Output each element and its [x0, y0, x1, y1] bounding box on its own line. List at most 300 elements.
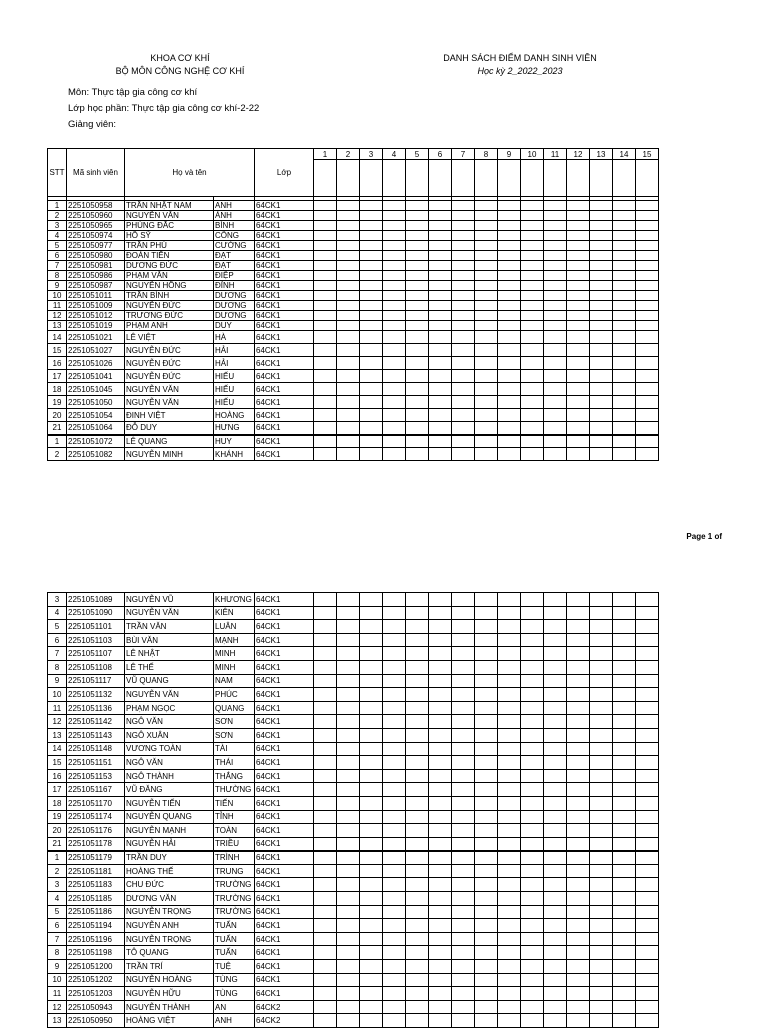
attendance-cell[interactable] — [475, 905, 498, 919]
attendance-cell[interactable] — [498, 221, 521, 231]
attendance-cell[interactable] — [590, 271, 613, 281]
attendance-cell[interactable] — [337, 973, 360, 987]
attendance-cell[interactable] — [429, 221, 452, 231]
attendance-cell[interactable] — [475, 973, 498, 987]
attendance-cell[interactable] — [613, 321, 636, 331]
attendance-cell[interactable] — [636, 281, 659, 291]
attendance-cell[interactable] — [475, 878, 498, 892]
attendance-cell[interactable] — [360, 301, 383, 311]
attendance-cell[interactable] — [498, 593, 521, 607]
attendance-cell[interactable] — [613, 331, 636, 344]
attendance-cell[interactable] — [498, 211, 521, 221]
attendance-cell[interactable] — [314, 905, 337, 919]
attendance-cell[interactable] — [383, 271, 406, 281]
attendance-cell[interactable] — [544, 701, 567, 715]
attendance-cell[interactable] — [590, 919, 613, 933]
attendance-cell[interactable] — [429, 701, 452, 715]
attendance-cell[interactable] — [567, 409, 590, 422]
attendance-cell[interactable] — [498, 344, 521, 357]
attendance-cell[interactable] — [544, 769, 567, 783]
attendance-cell[interactable] — [383, 221, 406, 231]
attendance-cell[interactable] — [360, 321, 383, 331]
attendance-cell[interactable] — [337, 409, 360, 422]
attendance-cell[interactable] — [475, 321, 498, 331]
attendance-cell[interactable] — [636, 674, 659, 688]
attendance-cell[interactable] — [314, 892, 337, 906]
attendance-cell[interactable] — [544, 409, 567, 422]
attendance-cell[interactable] — [498, 409, 521, 422]
attendance-cell[interactable] — [406, 211, 429, 221]
attendance-cell[interactable] — [429, 878, 452, 892]
attendance-cell[interactable] — [452, 756, 475, 770]
attendance-cell[interactable] — [636, 932, 659, 946]
attendance-cell[interactable] — [452, 593, 475, 607]
attendance-cell[interactable] — [429, 660, 452, 674]
attendance-cell[interactable] — [590, 321, 613, 331]
attendance-cell[interactable] — [544, 647, 567, 661]
attendance-cell[interactable] — [314, 221, 337, 231]
attendance-cell[interactable] — [406, 357, 429, 370]
attendance-cell[interactable] — [314, 241, 337, 251]
attendance-cell[interactable] — [544, 311, 567, 321]
attendance-cell[interactable] — [452, 1000, 475, 1014]
attendance-cell[interactable] — [475, 344, 498, 357]
attendance-cell[interactable] — [406, 231, 429, 241]
attendance-cell[interactable] — [406, 261, 429, 271]
attendance-cell[interactable] — [521, 756, 544, 770]
attendance-cell[interactable] — [429, 810, 452, 824]
attendance-cell[interactable] — [567, 946, 590, 960]
attendance-cell[interactable] — [452, 620, 475, 634]
attendance-cell[interactable] — [613, 919, 636, 933]
attendance-cell[interactable] — [360, 291, 383, 301]
attendance-cell[interactable] — [383, 370, 406, 383]
attendance-cell[interactable] — [429, 987, 452, 1001]
attendance-cell[interactable] — [406, 633, 429, 647]
attendance-cell[interactable] — [429, 291, 452, 301]
attendance-cell[interactable] — [383, 422, 406, 435]
attendance-cell[interactable] — [498, 396, 521, 409]
attendance-cell[interactable] — [613, 291, 636, 301]
attendance-cell[interactable] — [544, 357, 567, 370]
attendance-cell[interactable] — [521, 409, 544, 422]
attendance-cell[interactable] — [360, 311, 383, 321]
attendance-cell[interactable] — [314, 783, 337, 797]
attendance-cell[interactable] — [337, 932, 360, 946]
attendance-cell[interactable] — [360, 281, 383, 291]
attendance-cell[interactable] — [360, 674, 383, 688]
attendance-cell[interactable] — [590, 301, 613, 311]
attendance-cell[interactable] — [544, 946, 567, 960]
attendance-cell[interactable] — [567, 919, 590, 933]
attendance-cell[interactable] — [429, 435, 452, 448]
attendance-cell[interactable] — [337, 291, 360, 301]
attendance-cell[interactable] — [590, 211, 613, 221]
attendance-cell[interactable] — [406, 370, 429, 383]
attendance-cell[interactable] — [636, 633, 659, 647]
attendance-cell[interactable] — [613, 932, 636, 946]
attendance-cell[interactable] — [314, 211, 337, 221]
attendance-cell[interactable] — [544, 837, 567, 851]
attendance-cell[interactable] — [613, 864, 636, 878]
attendance-cell[interactable] — [452, 892, 475, 906]
attendance-cell[interactable] — [636, 783, 659, 797]
attendance-cell[interactable] — [613, 357, 636, 370]
attendance-cell[interactable] — [590, 851, 613, 865]
attendance-cell[interactable] — [544, 660, 567, 674]
attendance-cell[interactable] — [544, 824, 567, 838]
attendance-cell[interactable] — [567, 435, 590, 448]
attendance-cell[interactable] — [383, 647, 406, 661]
attendance-cell[interactable] — [544, 606, 567, 620]
attendance-cell[interactable] — [406, 688, 429, 702]
attendance-cell[interactable] — [521, 973, 544, 987]
attendance-cell[interactable] — [406, 905, 429, 919]
attendance-cell[interactable] — [498, 1014, 521, 1028]
attendance-cell[interactable] — [383, 593, 406, 607]
attendance-cell[interactable] — [429, 357, 452, 370]
attendance-cell[interactable] — [521, 864, 544, 878]
attendance-cell[interactable] — [360, 987, 383, 1001]
attendance-cell[interactable] — [337, 231, 360, 241]
attendance-cell[interactable] — [590, 201, 613, 211]
attendance-cell[interactable] — [475, 301, 498, 311]
attendance-cell[interactable] — [314, 987, 337, 1001]
attendance-cell[interactable] — [613, 396, 636, 409]
attendance-cell[interactable] — [406, 241, 429, 251]
attendance-cell[interactable] — [406, 620, 429, 634]
attendance-cell[interactable] — [360, 1014, 383, 1028]
attendance-cell[interactable] — [406, 796, 429, 810]
attendance-cell[interactable] — [498, 756, 521, 770]
attendance-cell[interactable] — [521, 796, 544, 810]
attendance-cell[interactable] — [544, 674, 567, 688]
attendance-cell[interactable] — [567, 281, 590, 291]
attendance-cell[interactable] — [613, 987, 636, 1001]
attendance-cell[interactable] — [636, 647, 659, 661]
attendance-cell[interactable] — [613, 660, 636, 674]
attendance-cell[interactable] — [521, 251, 544, 261]
attendance-cell[interactable] — [383, 932, 406, 946]
attendance-cell[interactable] — [636, 422, 659, 435]
attendance-cell[interactable] — [590, 251, 613, 261]
attendance-cell[interactable] — [360, 769, 383, 783]
attendance-cell[interactable] — [590, 435, 613, 448]
attendance-cell[interactable] — [406, 973, 429, 987]
attendance-cell[interactable] — [521, 1000, 544, 1014]
attendance-cell[interactable] — [567, 769, 590, 783]
attendance-cell[interactable] — [314, 231, 337, 241]
attendance-cell[interactable] — [544, 633, 567, 647]
attendance-cell[interactable] — [337, 674, 360, 688]
attendance-cell[interactable] — [406, 435, 429, 448]
attendance-cell[interactable] — [567, 221, 590, 231]
attendance-cell[interactable] — [452, 281, 475, 291]
attendance-cell[interactable] — [337, 892, 360, 906]
attendance-cell[interactable] — [590, 383, 613, 396]
attendance-cell[interactable] — [567, 905, 590, 919]
attendance-cell[interactable] — [429, 728, 452, 742]
attendance-cell[interactable] — [452, 383, 475, 396]
attendance-cell[interactable] — [544, 261, 567, 271]
attendance-cell[interactable] — [337, 370, 360, 383]
attendance-cell[interactable] — [613, 201, 636, 211]
attendance-cell[interactable] — [314, 383, 337, 396]
attendance-cell[interactable] — [337, 728, 360, 742]
attendance-cell[interactable] — [613, 422, 636, 435]
attendance-cell[interactable] — [498, 674, 521, 688]
attendance-cell[interactable] — [613, 824, 636, 838]
attendance-cell[interactable] — [429, 824, 452, 838]
attendance-cell[interactable] — [429, 742, 452, 756]
attendance-cell[interactable] — [590, 344, 613, 357]
attendance-cell[interactable] — [360, 688, 383, 702]
attendance-cell[interactable] — [521, 633, 544, 647]
attendance-cell[interactable] — [567, 783, 590, 797]
attendance-cell[interactable] — [521, 311, 544, 321]
attendance-cell[interactable] — [544, 851, 567, 865]
attendance-cell[interactable] — [383, 261, 406, 271]
attendance-cell[interactable] — [590, 688, 613, 702]
attendance-cell[interactable] — [521, 1014, 544, 1028]
attendance-cell[interactable] — [337, 383, 360, 396]
attendance-cell[interactable] — [590, 932, 613, 946]
attendance-cell[interactable] — [452, 783, 475, 797]
attendance-cell[interactable] — [406, 932, 429, 946]
attendance-cell[interactable] — [636, 396, 659, 409]
attendance-cell[interactable] — [452, 321, 475, 331]
attendance-cell[interactable] — [429, 783, 452, 797]
attendance-cell[interactable] — [406, 946, 429, 960]
attendance-cell[interactable] — [567, 674, 590, 688]
attendance-cell[interactable] — [567, 715, 590, 729]
attendance-cell[interactable] — [452, 357, 475, 370]
attendance-cell[interactable] — [636, 357, 659, 370]
attendance-cell[interactable] — [360, 231, 383, 241]
attendance-cell[interactable] — [590, 837, 613, 851]
attendance-cell[interactable] — [337, 810, 360, 824]
attendance-cell[interactable] — [406, 919, 429, 933]
attendance-cell[interactable] — [383, 674, 406, 688]
attendance-cell[interactable] — [590, 973, 613, 987]
attendance-cell[interactable] — [613, 728, 636, 742]
attendance-cell[interactable] — [314, 1014, 337, 1028]
attendance-cell[interactable] — [452, 221, 475, 231]
attendance-cell[interactable] — [452, 987, 475, 1001]
attendance-cell[interactable] — [406, 344, 429, 357]
attendance-cell[interactable] — [636, 701, 659, 715]
attendance-cell[interactable] — [498, 851, 521, 865]
attendance-cell[interactable] — [613, 435, 636, 448]
attendance-cell[interactable] — [613, 878, 636, 892]
attendance-cell[interactable] — [475, 824, 498, 838]
attendance-cell[interactable] — [567, 824, 590, 838]
attendance-cell[interactable] — [521, 221, 544, 231]
attendance-cell[interactable] — [360, 633, 383, 647]
attendance-cell[interactable] — [544, 960, 567, 974]
attendance-cell[interactable] — [544, 422, 567, 435]
attendance-cell[interactable] — [452, 919, 475, 933]
attendance-cell[interactable] — [314, 756, 337, 770]
attendance-cell[interactable] — [360, 261, 383, 271]
attendance-cell[interactable] — [383, 633, 406, 647]
attendance-cell[interactable] — [337, 281, 360, 291]
attendance-cell[interactable] — [360, 932, 383, 946]
attendance-cell[interactable] — [521, 987, 544, 1001]
attendance-cell[interactable] — [475, 231, 498, 241]
attendance-cell[interactable] — [544, 251, 567, 261]
attendance-cell[interactable] — [567, 688, 590, 702]
attendance-cell[interactable] — [475, 946, 498, 960]
attendance-cell[interactable] — [429, 973, 452, 987]
attendance-cell[interactable] — [475, 261, 498, 271]
attendance-cell[interactable] — [337, 701, 360, 715]
attendance-cell[interactable] — [475, 1014, 498, 1028]
attendance-cell[interactable] — [613, 241, 636, 251]
attendance-cell[interactable] — [314, 960, 337, 974]
attendance-cell[interactable] — [544, 715, 567, 729]
attendance-cell[interactable] — [314, 932, 337, 946]
attendance-cell[interactable] — [636, 370, 659, 383]
attendance-cell[interactable] — [521, 905, 544, 919]
attendance-cell[interactable] — [636, 261, 659, 271]
attendance-cell[interactable] — [360, 783, 383, 797]
attendance-cell[interactable] — [613, 756, 636, 770]
attendance-cell[interactable] — [475, 409, 498, 422]
attendance-cell[interactable] — [429, 892, 452, 906]
attendance-cell[interactable] — [337, 357, 360, 370]
attendance-cell[interactable] — [337, 864, 360, 878]
attendance-cell[interactable] — [314, 674, 337, 688]
attendance-cell[interactable] — [452, 606, 475, 620]
attendance-cell[interactable] — [636, 321, 659, 331]
attendance-cell[interactable] — [406, 301, 429, 311]
attendance-cell[interactable] — [360, 946, 383, 960]
attendance-cell[interactable] — [544, 241, 567, 251]
attendance-cell[interactable] — [475, 448, 498, 461]
attendance-cell[interactable] — [590, 221, 613, 231]
attendance-cell[interactable] — [567, 837, 590, 851]
attendance-cell[interactable] — [567, 647, 590, 661]
attendance-cell[interactable] — [360, 435, 383, 448]
attendance-cell[interactable] — [544, 301, 567, 311]
attendance-cell[interactable] — [406, 271, 429, 281]
attendance-cell[interactable] — [636, 291, 659, 301]
attendance-cell[interactable] — [337, 422, 360, 435]
attendance-cell[interactable] — [498, 905, 521, 919]
attendance-cell[interactable] — [383, 344, 406, 357]
attendance-cell[interactable] — [636, 221, 659, 231]
attendance-cell[interactable] — [383, 987, 406, 1001]
attendance-cell[interactable] — [613, 892, 636, 906]
attendance-cell[interactable] — [521, 321, 544, 331]
attendance-cell[interactable] — [429, 932, 452, 946]
attendance-cell[interactable] — [636, 742, 659, 756]
attendance-cell[interactable] — [544, 321, 567, 331]
attendance-cell[interactable] — [383, 919, 406, 933]
attendance-cell[interactable] — [429, 769, 452, 783]
attendance-cell[interactable] — [521, 201, 544, 211]
attendance-cell[interactable] — [383, 448, 406, 461]
attendance-cell[interactable] — [360, 701, 383, 715]
attendance-cell[interactable] — [544, 231, 567, 241]
attendance-cell[interactable] — [314, 837, 337, 851]
attendance-cell[interactable] — [337, 620, 360, 634]
attendance-cell[interactable] — [475, 606, 498, 620]
attendance-cell[interactable] — [383, 620, 406, 634]
attendance-cell[interactable] — [613, 810, 636, 824]
attendance-cell[interactable] — [613, 742, 636, 756]
attendance-cell[interactable] — [544, 281, 567, 291]
attendance-cell[interactable] — [452, 973, 475, 987]
attendance-cell[interactable] — [544, 688, 567, 702]
attendance-cell[interactable] — [613, 769, 636, 783]
attendance-cell[interactable] — [337, 301, 360, 311]
attendance-cell[interactable] — [567, 271, 590, 281]
attendance-cell[interactable] — [406, 851, 429, 865]
attendance-cell[interactable] — [314, 311, 337, 321]
attendance-cell[interactable] — [636, 271, 659, 281]
attendance-cell[interactable] — [613, 271, 636, 281]
attendance-cell[interactable] — [567, 701, 590, 715]
attendance-cell[interactable] — [544, 1000, 567, 1014]
attendance-cell[interactable] — [567, 1000, 590, 1014]
attendance-cell[interactable] — [360, 211, 383, 221]
attendance-cell[interactable] — [475, 281, 498, 291]
attendance-cell[interactable] — [521, 301, 544, 311]
attendance-cell[interactable] — [360, 370, 383, 383]
attendance-cell[interactable] — [383, 331, 406, 344]
attendance-cell[interactable] — [475, 370, 498, 383]
attendance-cell[interactable] — [567, 660, 590, 674]
attendance-cell[interactable] — [360, 221, 383, 231]
attendance-cell[interactable] — [314, 331, 337, 344]
attendance-cell[interactable] — [452, 1014, 475, 1028]
attendance-cell[interactable] — [544, 396, 567, 409]
attendance-cell[interactable] — [406, 769, 429, 783]
attendance-cell[interactable] — [498, 201, 521, 211]
attendance-cell[interactable] — [590, 370, 613, 383]
attendance-cell[interactable] — [544, 973, 567, 987]
attendance-cell[interactable] — [360, 593, 383, 607]
attendance-cell[interactable] — [636, 769, 659, 783]
attendance-cell[interactable] — [406, 783, 429, 797]
attendance-cell[interactable] — [475, 742, 498, 756]
attendance-cell[interactable] — [475, 837, 498, 851]
attendance-cell[interactable] — [521, 769, 544, 783]
attendance-cell[interactable] — [521, 331, 544, 344]
attendance-cell[interactable] — [337, 331, 360, 344]
attendance-cell[interactable] — [360, 251, 383, 261]
attendance-cell[interactable] — [498, 837, 521, 851]
attendance-cell[interactable] — [337, 1000, 360, 1014]
attendance-cell[interactable] — [406, 987, 429, 1001]
attendance-cell[interactable] — [337, 742, 360, 756]
attendance-cell[interactable] — [567, 301, 590, 311]
attendance-cell[interactable] — [360, 409, 383, 422]
attendance-cell[interactable] — [590, 291, 613, 301]
attendance-cell[interactable] — [314, 344, 337, 357]
attendance-cell[interactable] — [452, 701, 475, 715]
attendance-cell[interactable] — [383, 864, 406, 878]
attendance-cell[interactable] — [521, 383, 544, 396]
attendance-cell[interactable] — [383, 810, 406, 824]
attendance-cell[interactable] — [567, 251, 590, 261]
attendance-cell[interactable] — [567, 742, 590, 756]
attendance-cell[interactable] — [314, 660, 337, 674]
attendance-cell[interactable] — [383, 701, 406, 715]
attendance-cell[interactable] — [475, 1000, 498, 1014]
